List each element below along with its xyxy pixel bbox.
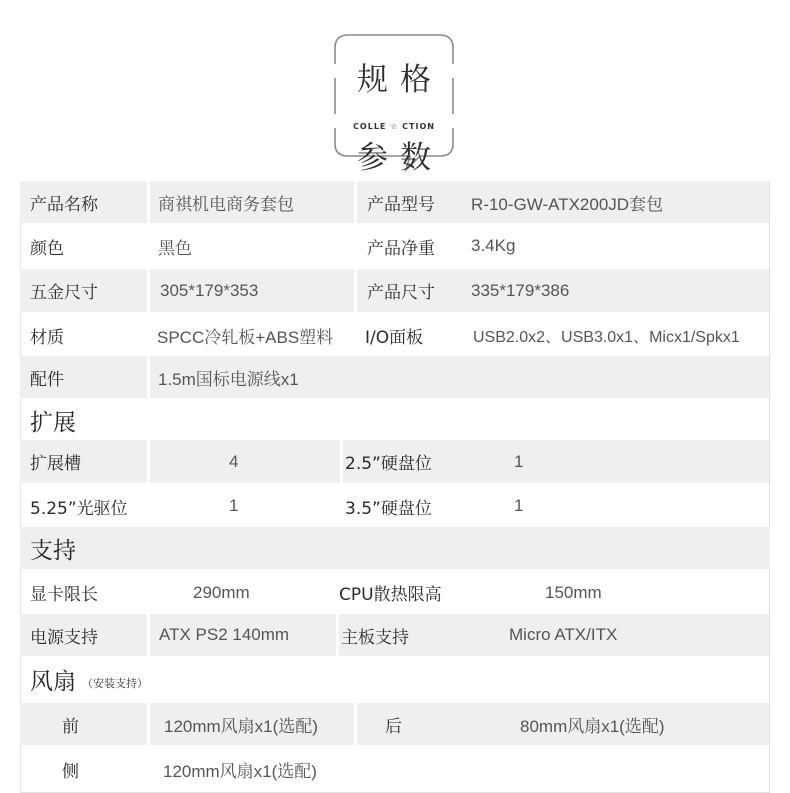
- section-expansion-header: [20, 400, 770, 440]
- value-metal-size: 305*179*353: [148, 269, 355, 312]
- value-net-weight: 3.4Kg: [471, 236, 516, 255]
- section-support-header: [20, 527, 770, 569]
- label-net-weight: 产品净重: [367, 238, 435, 259]
- value-product-name: 商祺机电商务套包: [148, 181, 355, 223]
- value-material: SPCC冷轧板+ABS塑料: [157, 327, 334, 347]
- spec-row-fans-2: [20, 747, 770, 791]
- value-rear-fan: 80mm风扇x1(选配): [460, 703, 769, 745]
- spec-header-badge: [334, 34, 454, 176]
- value-cpu-cooler-height: 150mm: [545, 582, 602, 602]
- section-title-fans: [20, 658, 770, 701]
- section-title-expansion: 扩展: [30, 409, 76, 436]
- value-product-size: 335*179*386: [460, 269, 769, 312]
- fans-subtitle-text: （安装支持）: [82, 676, 148, 690]
- label-gpu-length: 显卡限长: [30, 585, 98, 605]
- label-cpu-cooler-height: CPU散热限高: [339, 585, 442, 605]
- badge-title-top: 规格: [357, 62, 443, 98]
- value-expansion-slots: 4: [148, 440, 341, 483]
- label-hdd-35: 3.5”硬盘位: [345, 498, 432, 519]
- label-product-model: 产品型号: [355, 181, 460, 223]
- label-color: 颜色: [30, 238, 64, 259]
- spec-row-size: [20, 269, 770, 312]
- label-accessory: 配件: [20, 356, 148, 398]
- value-side-fan: 120mm风扇x1(选配): [163, 761, 317, 781]
- label-psu-support: 电源支持: [20, 614, 148, 656]
- value-product-model: R-10-GW-ATX200JD套包: [460, 181, 769, 223]
- value-accessory: 1.5m国标电源线x1: [148, 356, 355, 398]
- value-io-panel: USB2.0x2、USB3.0x1、Micx1/Spkx1: [473, 328, 740, 346]
- badge-collection-text: COLLE ☆ CTION: [353, 122, 435, 131]
- label-metal-size: 五金尺寸: [20, 269, 148, 312]
- section-title-support: 支持: [20, 527, 770, 569]
- label-rear-fan: 后: [355, 703, 460, 745]
- value-hdd-25: 1: [491, 440, 769, 483]
- spec-row-accessory: [20, 356, 770, 398]
- label-product-size: 产品尺寸: [355, 269, 460, 312]
- value-psu-support: ATX PS2 140mm: [148, 614, 337, 656]
- value-color: 黑色: [158, 238, 192, 258]
- label-front-fan: 前: [20, 703, 148, 745]
- label-expansion-slots: 扩展槽: [20, 440, 148, 483]
- spec-row-expansion-1: [20, 440, 770, 483]
- value-motherboard-support: Micro ATX/ITX: [487, 614, 769, 656]
- value-odd-525: 1: [229, 496, 239, 515]
- spec-row-material: [20, 315, 770, 355]
- spec-row-support-1: [20, 571, 770, 614]
- spec-row-color: [20, 226, 770, 266]
- label-hdd-25: 2.5”硬盘位: [341, 440, 491, 483]
- spec-row-fans-1: [20, 703, 770, 745]
- label-motherboard-support: 主板支持: [337, 614, 487, 656]
- label-side-fan: 侧: [62, 761, 79, 782]
- label-material: 材质: [30, 327, 64, 348]
- badge-title-bottom: 参数: [357, 140, 443, 176]
- label-odd-525: 5.25”光驱位: [30, 498, 128, 519]
- label-product-name: 产品名称: [20, 181, 148, 223]
- value-hdd-35: 1: [514, 496, 524, 515]
- spec-row-support-2: [20, 614, 770, 656]
- spec-row-name: [20, 181, 770, 223]
- section-fans-header: [20, 658, 770, 701]
- fans-title-text: 风扇: [30, 669, 76, 695]
- value-front-fan: 120mm风扇x1(选配): [148, 703, 355, 745]
- label-io-panel: I/O面板: [365, 327, 424, 348]
- value-gpu-length: 290mm: [193, 582, 250, 602]
- spec-row-expansion-2: [20, 485, 770, 527]
